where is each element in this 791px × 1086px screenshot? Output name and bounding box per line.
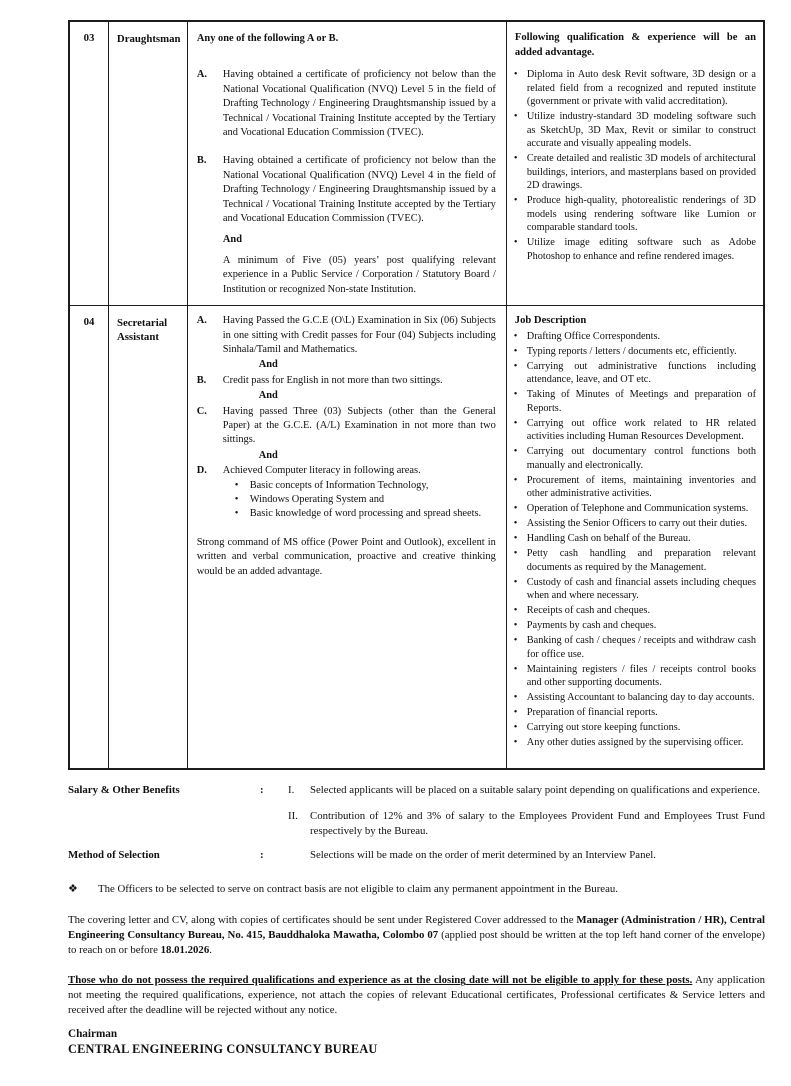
bullet-text: Handling Cash on behalf of the Bureau. (526, 533, 691, 545)
bullet-text: Carrying out store keeping functions. (526, 722, 681, 734)
list-item (514, 194, 756, 235)
colon: : (260, 784, 264, 797)
bullet-icon: • (234, 493, 239, 505)
bullet-text: Operation of Telephone and Communication systems. (526, 503, 749, 515)
qualifications-cell (187, 306, 506, 768)
row-number: 04 (83, 316, 95, 329)
bullet-text: Carrying out office work related to HR related activities including Human Resources Development. (526, 417, 756, 443)
item-label: A. (196, 315, 207, 327)
computer-literacy-bullet-list (235, 479, 496, 522)
salary-benefits-row (68, 783, 765, 838)
list-item (514, 236, 756, 263)
bullet-icon: • (513, 69, 518, 80)
covering-part1: The covering letter and CV, along with copies of certificates should be sent under Registered Cover addressed to the (68, 914, 577, 927)
bullet-text: Payments by cash and cheques. (526, 620, 657, 632)
bullet-text: Preparation of financial reports. (526, 707, 658, 719)
table-row-draughtsman (70, 22, 763, 305)
list-item (514, 532, 756, 546)
bullet-text: Taking of Minutes of Meetings and preparation of Reports. (526, 389, 756, 414)
list-item (514, 604, 756, 618)
colon: : (260, 849, 264, 862)
list-item (514, 110, 756, 151)
bullet-icon: • (513, 237, 518, 248)
salary-item-text: Selected applicants will be placed on a suitable salary point depending on qualifications and experience. (310, 784, 761, 797)
list-item (514, 619, 756, 633)
bullet-icon: • (513, 330, 518, 342)
method-content (288, 848, 765, 863)
roman-numeral: II. (288, 809, 298, 822)
disqualification-rest: Any application not meeting the required qualifications, experience, not attach the copies of relevant Educational certificates, Professional certificates & Service letters and received after the deadline will be rejected without any notice. (68, 974, 765, 1017)
qualification-item-b (197, 154, 496, 226)
bullet-icon: • (513, 518, 518, 530)
diamond-icon: ❖ (68, 883, 78, 896)
bullet-icon: • (513, 692, 518, 704)
list-item (514, 474, 756, 501)
item-label: B. (196, 155, 207, 167)
closing-date: 18.01.2026 (160, 943, 210, 956)
salary-item-text: Contribution of 12% and 3% of salary to the Employees Provident Fund and Employees Trust Fund respectively by the Bureau. (310, 809, 765, 837)
bullet-icon: • (513, 548, 518, 560)
covering-letter-paragraph (68, 913, 765, 957)
advantage-bullet-list (514, 68, 756, 263)
added-advantage-cell (506, 22, 763, 305)
contract-note-text: The Officers to be selected to serve on contract basis are not eligible to claim any permanent appointment in the Bureau. (98, 883, 618, 896)
bullet-icon: • (513, 345, 518, 357)
bullet-icon: • (513, 446, 518, 458)
item-text: Credit pass for English in not more than two sittings. (222, 374, 443, 386)
bullet-icon: • (513, 605, 518, 617)
item-text: Having Passed the G.C.E (O\L) Examination in Six (06) Subjects in one sitting with Credit passes for Four (04) Subjects including Sinhala/Tamil and Mathematics. (222, 315, 496, 355)
job-description-heading: Job Description (514, 315, 587, 327)
bullet-icon: • (513, 620, 518, 632)
bullet-icon: • (513, 707, 518, 719)
bullet-icon: • (513, 360, 518, 372)
bullet-text: Banking of cash / cheques / receipts and withdraw cash for office use. (526, 635, 756, 660)
list-item (514, 547, 756, 574)
item-text: Having obtained a certificate of proficiency not below than the National Vocational Qualification (NVQ) Level 4 in the field of Drafting Technology / Engineering Draughtsmanship issued by a Technical / Vocational Training Institute accepted by the Tertiary and Vocational Education Commission (TVEC). (222, 155, 496, 225)
item-label: A. (196, 69, 208, 81)
disqualification-warning: Those who do not possess the required qualifications and experience as at the closing date will not be eligible to apply for these posts. (68, 974, 693, 987)
table-row-secretarial-assistant (70, 305, 763, 768)
qualifications-heading: Any one of the following A or B. (196, 33, 339, 44)
qualification-item-a (197, 68, 496, 140)
covering-part3: . (209, 943, 212, 956)
list-item (514, 634, 756, 661)
bullet-text: Assisting the Senior Officers to carry out their duties. (526, 518, 748, 530)
qualification-item-d (197, 464, 496, 478)
and-connector: And (258, 449, 278, 461)
item-text: Achieved Computer literacy in following areas. (222, 465, 421, 477)
list-item (514, 345, 756, 359)
bullet-text: Custody of cash and financial assets including cheques when and where necessary. (526, 576, 756, 602)
method-text-row (288, 848, 765, 863)
bullet-text: Any other duties assigned by the supervising officer. (526, 737, 744, 749)
disqualification-paragraph (68, 973, 765, 1017)
job-description-bullet-list (514, 330, 756, 750)
list-item (514, 706, 756, 720)
vacancy-table (68, 20, 765, 770)
and-connector: And (222, 234, 242, 246)
salary-item-2 (288, 809, 765, 839)
bullet-text: Drafting Office Correspondents. (526, 330, 661, 342)
salary-benefits-label: Salary & Other Benefits (68, 784, 180, 797)
bullet-icon: • (513, 503, 518, 515)
list-item (514, 721, 756, 735)
list-item (514, 330, 756, 344)
list-item (514, 691, 756, 705)
closing-note: Strong command of MS office (Power Point and Outlook), excellent in written and verbal communication, proactive and creative thinking would be an added advantage. (196, 536, 496, 577)
list-item (514, 576, 756, 603)
job-description-cell (506, 306, 763, 768)
roman-numeral: I. (288, 784, 295, 797)
position-name: Secretarial Assistant (108, 306, 187, 768)
bullet-icon: • (513, 737, 518, 749)
list-item (514, 502, 756, 516)
bullet-text: Receipts of cash and cheques. (526, 605, 651, 617)
position-name: Draughtsman (108, 22, 187, 305)
bullet-icon: • (513, 533, 518, 545)
item-label: C. (196, 405, 207, 417)
method-of-selection-row (68, 848, 765, 863)
bullet-icon: • (513, 474, 518, 486)
list-item (514, 152, 756, 193)
method-label: Method of Selection (68, 849, 160, 862)
list-item (514, 360, 756, 387)
bullet-text: Typing reports / letters / documents etc, efficiently. (526, 345, 737, 357)
bullet-icon: • (513, 722, 518, 734)
contract-note (68, 882, 765, 897)
bullet-icon: • (234, 479, 239, 491)
organization-name: CENTRAL ENGINEERING CONSULTANCY BUREAU (68, 1041, 378, 1056)
qualifications-cell (187, 22, 506, 305)
bullet-icon: • (513, 111, 518, 122)
and-connector: And (258, 359, 278, 371)
item-label: D. (196, 465, 207, 477)
bullet-text: Diploma in Auto desk Revit software, 3D design or a related field from a recognized and reputed institute (government or private with valid accreditation). (526, 69, 756, 107)
spacer (288, 848, 310, 863)
salary-benefits-content (288, 783, 765, 838)
advantage-heading: Following qualification & experience will be an added advantage. (514, 32, 756, 58)
experience-requirement: A minimum of Five (05) years’ post qualifying relevant experience in a Public Service / Corporation / Statutory Board / Institution or recognized Non-state Institution. (222, 254, 496, 295)
list-item (514, 445, 756, 472)
bullet-text: Petty cash handling and preparation relevant documents as required by the Management. (526, 548, 756, 573)
bullet-icon: • (513, 153, 518, 164)
bullet-icon: • (513, 663, 518, 675)
bullet-text: Assisting Accountant to balancing day to day accounts. (526, 692, 755, 704)
row-number: 03 (83, 32, 95, 44)
list-item (235, 507, 496, 521)
bullet-icon: • (234, 508, 239, 520)
bullet-icon: • (513, 195, 518, 206)
covering-part2: (applied post should be written at the top left hand corner of the envelope) to reach on or before (68, 928, 765, 956)
bullet-text: Utilize industry-standard 3D modeling software such as SketchUp, 3D Max, Revit or similar to construct accurate and visually appealing models. (526, 111, 756, 149)
bullet-text: Carrying out documentary control functions both manually and electronically. (526, 446, 756, 471)
bullet-text: Carrying out administrative functions including attendance, leave, and OT etc. (526, 360, 756, 386)
qualification-item-a (197, 314, 496, 357)
list-item (514, 663, 756, 690)
bullet-text: Produce high-quality, photorealistic renderings of 3D models using rendering software like Lumion or comparable standard tools. (526, 195, 756, 233)
address-bold: Manager (Administration / HR), Central Engineering Consultancy Bureau, No. 415, Bauddhaloka Mawatha, Colombo 07 (68, 914, 765, 941)
item-text: Having passed Three (03) Subjects (other than the General Paper) at the G.C.E. (A/L) Examination in not more than two sittings. (222, 405, 496, 446)
bullet-text: Utilize image editing software such as Adobe Photoshop to enhance and refine rendered images. (526, 237, 756, 262)
list-item (235, 493, 496, 507)
item-text: Having obtained a certificate of proficiency not below than the National Vocational Qualification (NVQ) Level 5 in the field of Drafting Technology / Engineering Draughtsmanship issued by a Technical / Vocational Training Institute accepted by the Tertiary and Vocational Education Commission (TVEC). (222, 69, 496, 139)
list-item (514, 736, 756, 750)
signatory-title: Chairman (68, 1027, 118, 1040)
method-text: Selections will be made on the order of merit determined by an Interview Panel. (310, 849, 656, 862)
bullet-text: Procurement of items, maintaining inventories and other administrative activities. (526, 474, 756, 500)
bullet-text: Basic knowledge of word processing and spread sheets. (249, 508, 482, 520)
bullet-text: Maintaining registers / files / receipts control books and other supporting documents. (526, 663, 756, 689)
signature-block (68, 1027, 765, 1057)
list-item (514, 68, 756, 109)
list-item (514, 388, 756, 415)
notes-section (68, 783, 765, 1056)
bullet-icon: • (513, 417, 518, 429)
salary-item-1 (288, 783, 765, 798)
list-item (514, 417, 756, 444)
and-connector: And (258, 390, 278, 402)
item-label: B. (196, 374, 207, 386)
list-item (235, 479, 496, 493)
bullet-text: Basic concepts of Information Technology, (249, 479, 429, 491)
bullet-icon: • (513, 635, 518, 647)
qualification-item-b (197, 374, 496, 388)
bullet-icon: • (513, 576, 518, 588)
bullet-icon: • (513, 389, 518, 401)
list-item (514, 517, 756, 531)
bullet-text: Windows Operating System and (249, 493, 385, 505)
qualification-item-c (197, 405, 496, 448)
bullet-text: Create detailed and realistic 3D models of architectural buildings, interiors, and masterplans based on provided 2D drawings. (526, 153, 756, 191)
